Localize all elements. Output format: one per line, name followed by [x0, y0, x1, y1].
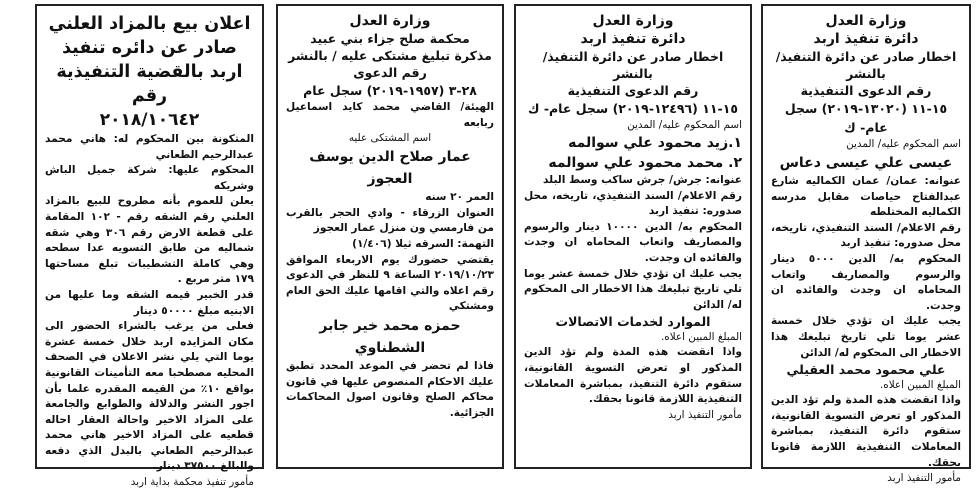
auction-creditor: المتكونة بين المحكوم له: هاني محمد عبدالرحيم الطعاني: [45, 133, 254, 161]
judgment-amount: المحكوم به/ الدين ٥٠٠٠ دينار والرسوم والمصاريف واتعاب المحاماه ان وجدت والفائده ان وجدت.: [771, 252, 961, 312]
enforcement-warning: واذا انقضت هذه المدة ولم تؤد الدين المذكور او تعرض التسوية القانونية، ستقوم دائرة التنفيذ، بمباشرة المعاملات التنفيذية اللازمة قانونا بحقك.: [771, 394, 961, 469]
summons-text: يقتضي حضورك يوم الاربعاء الموافق ٢٠١٩/١٠/٢٣ الساعة ٩ للنظر في الدعوى رقم اعلاه والتي اقامها عليك الحق العام ومشتكي: [286, 253, 494, 313]
amount-notified: المبلغ المبين اعلاه.: [879, 379, 961, 392]
case-number: ٢٨-٣ (١٩٥٧-٢٠١٩) سجل عام: [303, 83, 477, 98]
auction-terms: فعلى من يرغب بالشراء الحضور الى مكان المزايده اربد خلال خمسة عشرة يوما التي يلي نشر الاعلان في الصحف المحليه مصطحبا معه التأمينات القانونية بواقع ١٠٪ من القيمه المقدره علما بأن اجور النشر والدلالة والطوابع والجامعة على المزاد الاخير واحالة العقار احاله قطعيه على المزاد الاخير هاني محمد عبدالرحيم الطعاني بالبدل الذي دفعه والبالغ ٣٧٥٠٠ دينار.: [45, 320, 254, 473]
payment-obligation: يجب عليك ان تؤدي خلال خمسة عشر يوما تلي تاريخ تبليغك هذا الاخطار الى المحكوم له/ الدائن: [771, 315, 961, 359]
notice-subject: اخطار صادر عن دائرة التنفيذ/بالنشر: [775, 49, 957, 81]
defendant-name-2: ٢. محمد محمود علي سوالمه: [548, 155, 742, 171]
notice-subject: اخطار صادر عن دائرة التنفيذ/بالنشر: [542, 49, 724, 81]
payment-obligation: يجب عليك ان تؤدي خلال خمسة عشر يوما تلي تاريخ تبليغك هذا الاخطار الى المحكوم له/ الدائن: [524, 267, 742, 311]
creditor-name: علي محمود محمد العقيلي: [786, 362, 946, 378]
case-number: ١٥-١١ (١٢٤٩٦-٢٠١٩) سجل عام- ك: [528, 101, 738, 116]
signature: مأمور التنفيذ اربد: [887, 472, 961, 485]
address: العنوان الزرقاء - وادي الحجر بالقرب من فارمسي ون منزل عمار العجوز: [286, 206, 494, 235]
notice-public-auction-10642: [35, 4, 264, 489]
defendant-name: عيسى علي عيسى دعاس: [779, 155, 953, 171]
case-label: رقم الدعوى: [353, 65, 427, 80]
ministry-title: وزارة العدل: [825, 13, 907, 29]
case-number: ١٥-١١ (١٣٠٢٠-٢٠١٩) سجل عام- ك: [784, 101, 948, 135]
court-warning: فاذا لم تحضر في الموعد المحدد تطبق عليك الاحكام المنصوص عليها في قانون محاكم الصلح وقانون اصول المحاكمات الجزائية.: [286, 359, 494, 419]
enforcement-warning: واذا انقضت هذه المدة ولم تؤد الدين المذكور او تعرض التسوية القانونية، ستقوم دائرة التنفيذ، بمباشرة المعاملات التنفيذية اللازمة قانونا بحقك.: [524, 346, 742, 406]
age: العمر ٢٠ سنه: [425, 191, 494, 204]
ministry-title: وزارة العدل: [349, 13, 431, 29]
defendant-label: اسم المحكوم عليه/ المدين: [846, 138, 961, 150]
judgment-amount: المحكوم به/ الدين ١٠٠٠٠ دينار والرسوم والمصاريف واتعاب المحاماه ان وجدت والفائده ان وجدت.: [524, 220, 742, 264]
defendant-label: اسم المحكوم عليه/ المدين: [627, 119, 742, 131]
notice-execution-12496: [514, 4, 752, 469]
signature: مأمور التنفيذ اربد: [668, 408, 742, 421]
signature: مأمور تنفيذ محكمة بداية اربد: [130, 476, 254, 489]
execution-document: رقم الاعلام/ السند التنفيذي، تاريخه، محل صدوره: تنفيذ اربد: [771, 221, 961, 250]
case-number: ٢٠١٨/١٠٦٤٢: [99, 110, 200, 130]
auction-heading: اعلان بيع بالمزاد العلني صادر عن دائره تنفيذ اربد بالقضية التنفيذية رقم: [48, 14, 251, 106]
charge: التهمة: السرقه ثيلا (١/٤٠٦): [352, 237, 494, 250]
notice-court-summons-1957: [276, 4, 504, 469]
office-title: دائرة تنفيذ اربد: [813, 31, 919, 47]
court-panel: الهيئة/ القاضي محمد كايد اسماعيل ربابعه: [286, 101, 494, 129]
ministry-title: وزارة العدل: [592, 13, 674, 29]
creditor-name: الموارد لخدمات الاتصالات: [555, 314, 711, 330]
court-title: محكمة صلح جزاء بني عبيد: [310, 31, 470, 46]
complainant-label: اسم المشتكى عليه: [348, 132, 432, 145]
notice-execution-13020: [761, 4, 971, 485]
defendant-address: عنوانه: جرش/ جرش ساكب وسط البلد: [543, 174, 742, 186]
case-label: رقم الدعوى التنفيذية: [567, 83, 699, 98]
office-title: دائرة تنفيذ اربد: [580, 31, 686, 47]
auction-debtor: المحكوم عليها: شركة جميل الباش وشريكه: [45, 164, 254, 192]
execution-document: رقم الاعلام/ السند التنفيذي، تاريخه، محل صدوره: تنفيذ اربد: [524, 189, 742, 218]
auction-property: يعلن للعموم بأنه مطروح للبيع بالمزاد العلني رقم الشقه رقم - ١٠٢ المقامة على قطعة الارض رقم ٣٠٦ وهي شقه شماليه من طابق التسويه عدا سطحه وهي كاملة التشطيبات تبلغ مساحتها ١٧٩ متر مربع .: [45, 195, 254, 286]
notice-subject: مذكرة تبليغ مشتكى عليه / بالنشر: [288, 48, 492, 63]
auction-valuation: قدر الخبير قيمه الشقه وما عليها من الابنيه مبلغ ٥٠٠٠٠ دينار: [45, 288, 254, 317]
defendant-name-1: ١.زيد محمود علي سوالمه: [568, 135, 742, 151]
amount-notified: المبلغ المبين اعلاه.: [660, 331, 742, 344]
complainant-name: عمار صلاح الدين يوسف العجوز: [309, 149, 471, 188]
defendant-address: عنوانه: عمان/ عمان الكماليه شارع عبدالفتاح حياصات مقابل مدرسه الكماليه المختلطه: [771, 175, 961, 219]
case-label: رقم الدعوى التنفيذية: [800, 83, 932, 98]
plaintiff-name: حمزه محمد خير جابر الشطناوي: [319, 317, 461, 356]
